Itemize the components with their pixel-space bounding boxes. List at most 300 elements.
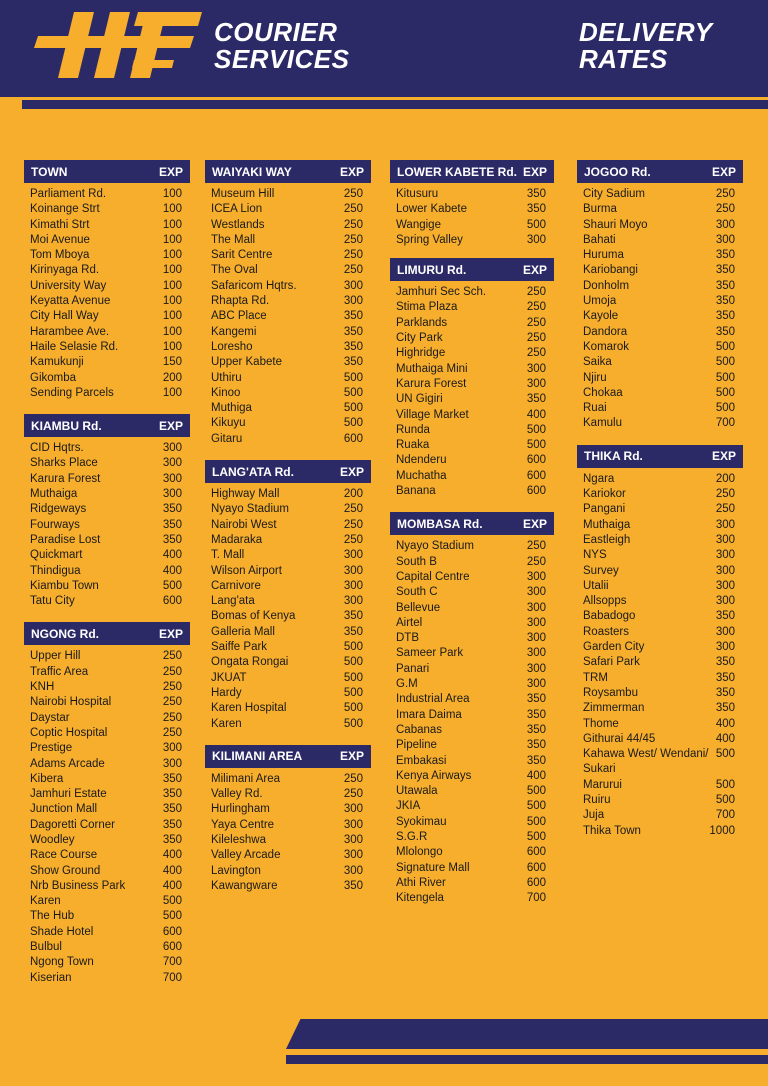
delivery-price: 500 [715,793,735,806]
delivery-price: 350 [526,693,546,706]
delivery-price: 350 [715,310,735,323]
rate-row [390,408,554,423]
delivery-price: 200 [715,472,735,485]
location-name: Highridge [396,347,446,360]
rate-row [205,671,371,686]
delivery-price: 300 [526,362,546,375]
rate-row [577,747,743,762]
location-name: Shauri Moyo [583,218,648,231]
delivery-price: 250 [162,726,182,739]
rate-row [577,248,743,263]
rate-row [24,894,190,909]
location-name: Njiru [583,371,607,384]
location-name: CID Hqtrs. [30,442,84,455]
section-header [205,160,371,183]
location-name: Milimani Area [211,772,281,785]
delivery-price: 350 [715,686,735,699]
delivery-price: 500 [526,785,546,798]
rate-row [577,187,743,202]
location-name: Village Market [396,408,469,421]
rate-row [577,233,743,248]
section-title: NGONG Rd. [31,626,99,641]
location-name: Westlands [211,218,265,231]
footer-bar [286,1019,768,1049]
location-name: Muchatha [396,469,447,482]
delivery-price: 700 [715,809,735,822]
rate-row [577,717,743,732]
delivery-price: 600 [162,595,182,608]
location-name: Sarit Centre [211,249,273,262]
rate-row [24,386,190,401]
location-name: Komarok [583,340,630,353]
location-name: Donholm [583,279,630,292]
rate-row [205,202,371,217]
rate-row [577,263,743,278]
location-name: UN Gigiri [396,393,443,406]
delivery-price: 350 [715,671,735,684]
page-title [579,19,713,73]
delivery-price: 300 [526,233,546,246]
location-name: Mlolongo [396,846,443,859]
location-name: Jamhuri Estate [30,788,107,801]
rate-row [390,187,554,202]
rate-row [24,594,190,609]
rate-row [390,570,554,585]
delivery-price: 350 [162,818,182,831]
rate-row [205,248,371,263]
delivery-price: 500 [715,748,735,761]
delivery-price: 600 [526,861,546,874]
rate-row [205,717,371,732]
delivery-price: 350 [526,754,546,767]
rate-row [24,502,190,517]
location-name: Safaricom Hqtrs. [211,279,297,292]
rate-row [577,793,743,808]
delivery-price: 250 [162,681,182,694]
rate-row [390,539,554,554]
rate-row [390,331,554,346]
rate-row [205,294,371,309]
rate-row [24,263,190,278]
delivery-price: 300 [162,457,182,470]
location-name: Muthaiga Mini [396,362,468,375]
location-name: Utawala [396,785,438,798]
delivery-price: 250 [162,696,182,709]
delivery-price: 300 [715,533,735,546]
rate-row [390,377,554,392]
location-name: Kiserian [30,971,72,984]
location-name: Imara Daima [396,708,462,721]
rate-row [390,646,554,661]
rate-row [577,202,743,217]
location-name: Keyatta Avenue [30,295,111,308]
location-name: Kamukunji [30,356,84,369]
delivery-price: 250 [162,711,182,724]
location-name: T. Mall [211,549,245,562]
location-name: Galleria Mall [211,625,275,638]
delivery-price: 350 [715,295,735,308]
rate-row [205,233,371,248]
rate-row [24,909,190,924]
location-name: Nairobi West [211,518,277,531]
delivery-price: 100 [162,233,182,246]
rate-row [205,263,371,278]
location-name: Valley Rd. [211,788,263,801]
location-name: Ruai [583,402,607,415]
rate-row [577,671,743,686]
rate-row [205,340,371,355]
delivery-price: 100 [162,249,182,262]
delivery-price: 100 [162,203,182,216]
location-name: Nrb Business Park [30,879,126,892]
rate-row [390,830,554,845]
delivery-price: 300 [526,647,546,660]
delivery-price: 300 [715,579,735,592]
delivery-price: 250 [343,188,363,200]
section-title: KILIMANI AREA [212,749,303,764]
section-header [24,160,190,183]
location-name: Kiambu Town [30,579,99,592]
delivery-price: 300 [162,442,182,455]
delivery-price: 250 [526,316,546,329]
rate-row [24,202,190,217]
delivery-price: 100 [162,310,182,323]
location-name: Saiffe Park [211,641,268,654]
delivery-price: 600 [526,485,546,498]
rate-row [205,309,371,324]
location-name: Gitaru [211,432,243,445]
delivery-price: 300 [526,678,546,691]
location-name: Moi Avenue [30,233,90,246]
rate-row [390,815,554,830]
delivery-price: 350 [715,279,735,292]
location-name: Harambee Ave. [30,325,110,338]
delivery-price: 250 [526,347,546,360]
rate-row [390,616,554,631]
location-name: Runda [396,423,430,436]
location-name: Utalii [583,579,609,592]
rate-section [390,258,554,499]
location-name: Museum Hill [211,188,275,200]
rate-row [205,502,371,517]
company-logo [34,12,204,78]
rate-section [24,414,190,609]
location-name: The Mall [211,233,256,246]
rates-column-4 [577,160,743,852]
delivery-price: 350 [526,723,546,736]
location-name: Pipeline [396,739,437,752]
rate-row [24,472,190,487]
rate-row [577,355,743,370]
location-name: Pangani [583,503,626,516]
location-name: Adams Arcade [30,757,105,770]
location-name: Nairobi Hospital [30,696,112,709]
location-name: City Hall Way [30,310,99,323]
delivery-price: 350 [343,340,363,353]
location-name: Shade Hotel [30,925,94,938]
delivery-price: 600 [526,454,546,467]
delivery-price: 500 [343,402,363,415]
delivery-price: 500 [343,717,363,730]
rate-row [577,487,743,502]
rate-row [205,833,371,848]
location-name: Banana [396,485,436,498]
rate-row [24,695,190,710]
location-name: Sukari [583,763,616,776]
rate-row [390,218,554,233]
section-header [24,622,190,645]
location-name: Lavington [211,864,261,877]
rate-row [205,772,371,787]
delivery-price: 600 [526,469,546,482]
brand-name [214,19,350,73]
delivery-price: 350 [343,625,363,638]
rate-row [390,754,554,769]
rate-row [205,416,371,431]
rate-section [390,512,554,906]
delivery-price: 100 [162,340,182,353]
rate-row [24,340,190,355]
location-name: Tom Mboya [30,249,90,262]
location-name: Industrial Area [396,693,470,706]
location-name: Kariobangi [583,264,638,277]
delivery-price: 500 [343,671,363,684]
rate-row [205,787,371,802]
location-name: Ngara [583,472,615,485]
rate-row [24,649,190,664]
location-name: Parliament Rd. [30,188,107,200]
delivery-price: 300 [343,295,363,308]
delivery-price: 200 [343,488,363,501]
rate-row [205,279,371,294]
delivery-price: 250 [343,203,363,216]
location-name: Huruma [583,249,624,262]
rate-row [24,940,190,955]
location-name: Show Ground [30,864,101,877]
location-name: Carnivore [211,579,261,592]
delivery-price: 350 [343,610,363,623]
location-name: Lang'ata [211,595,255,608]
rate-row [205,487,371,502]
delivery-price: 100 [162,386,182,399]
delivery-price: 300 [715,218,735,231]
location-name: Ongata Rongai [211,656,289,669]
rate-row [390,861,554,876]
location-name: Panari [396,662,430,675]
delivery-price: 400 [526,408,546,421]
exp-column-label: EXP [711,164,736,179]
delivery-price: 350 [526,188,546,200]
delivery-price: 500 [343,386,363,399]
rate-row [577,548,743,563]
location-name: Kileleshwa [211,833,266,846]
rate-row [390,300,554,315]
delivery-price: 250 [715,503,735,516]
delivery-price: 250 [343,249,363,262]
delivery-price: 350 [715,325,735,338]
exp-column-label: EXP [158,164,183,179]
rate-row [577,472,743,487]
delivery-price: 300 [343,864,363,877]
header-stripe [22,100,768,109]
rate-row [24,787,190,802]
location-name: Ruiru [583,793,611,806]
delivery-price: 300 [715,564,735,577]
delivery-price: 350 [715,610,735,623]
section-header [577,160,743,183]
delivery-price: 400 [162,849,182,862]
delivery-price: 300 [526,616,546,629]
delivery-price: 350 [162,518,182,531]
delivery-price: 250 [715,488,735,501]
delivery-price: 500 [715,778,735,791]
rate-row [205,802,371,817]
rate-row [205,401,371,416]
rate-row [390,202,554,217]
location-name: NYS [583,549,607,562]
rate-section [205,160,371,447]
section-header [390,160,554,183]
location-name: Tatu City [30,595,75,608]
location-name: Kenya Airways [396,769,472,782]
location-name: Burma [583,203,617,216]
location-name: Kirinyaga Rd. [30,264,100,277]
location-name: Capital Centre [396,570,470,583]
location-name: Karura Forest [396,377,467,390]
delivery-price: 250 [343,503,363,516]
rate-row [24,564,190,579]
delivery-price: 100 [162,295,182,308]
delivery-price: 500 [343,641,363,654]
rate-row [205,355,371,370]
delivery-price: 250 [526,555,546,568]
rate-row [24,833,190,848]
delivery-price: 300 [526,377,546,390]
delivery-price: 500 [162,910,182,923]
delivery-price: 400 [526,769,546,782]
rate-row [205,864,371,879]
title-line-1: DELIVERY [579,17,713,47]
rate-row [24,665,190,680]
location-name: Wilson Airport [211,564,282,577]
delivery-price: 300 [343,849,363,862]
rate-row [205,325,371,340]
location-name: South C [396,586,438,599]
exp-column-label: EXP [339,464,364,479]
rate-row [577,609,743,624]
location-name: Kitusuru [396,188,439,200]
delivery-price: 400 [715,717,735,730]
location-name: Kayole [583,310,619,323]
delivery-price: 350 [526,708,546,721]
delivery-price: 350 [343,879,363,892]
location-name: Race Course [30,849,98,862]
rate-row [390,662,554,677]
section-title: TOWN [31,164,68,179]
location-name: Dandora [583,325,628,338]
delivery-price: 600 [343,432,363,445]
delivery-price: 300 [526,662,546,675]
location-name: The Hub [30,910,75,923]
location-name: S.G.R [396,830,428,843]
delivery-price: 350 [715,656,735,669]
delivery-price: 300 [526,586,546,599]
rate-row [577,340,743,355]
rate-row [577,732,743,747]
delivery-price: 400 [162,564,182,577]
rate-row [24,925,190,940]
rate-row [577,625,743,640]
delivery-price: 400 [162,879,182,892]
rate-row [24,233,190,248]
rate-row [390,723,554,738]
delivery-price: 300 [343,595,363,608]
brand-line-2: SERVICES [214,44,350,74]
location-name: Zimmerman [583,702,645,715]
location-name: Rhapta Rd. [211,295,270,308]
rate-row [205,518,371,533]
location-name: Eastleigh [583,533,631,546]
exp-column-label: EXP [711,449,736,464]
location-name: Prestige [30,742,73,755]
rate-row [24,955,190,970]
rate-row [390,438,554,453]
location-name: Kinoo [211,386,241,399]
location-name: Uthiru [211,371,242,384]
location-name: Kamulu [583,417,622,430]
rate-row [390,738,554,753]
delivery-price: 700 [162,971,182,984]
location-name: Upper Kabete [211,356,282,369]
location-name: Sharks Place [30,457,98,470]
location-name: Traffic Area [30,665,89,678]
delivery-price: 100 [162,264,182,277]
rate-row [24,711,190,726]
rate-row [577,518,743,533]
rate-row [205,533,371,548]
location-name: Bulbul [30,941,62,954]
location-name: Woodley [30,833,75,846]
delivery-price: 300 [343,549,363,562]
location-name: Kawangware [211,879,278,892]
rate-row [205,701,371,716]
delivery-price: 250 [343,772,363,785]
delivery-price: 500 [162,579,182,592]
rate-row [390,845,554,860]
location-name: Roysambu [583,686,638,699]
section-title: LANG'ATA Rd. [212,464,294,479]
rate-row [205,879,371,894]
delivery-price: 250 [715,188,735,200]
delivery-price: 350 [715,249,735,262]
location-name: Parklands [396,316,448,329]
delivery-price: 500 [343,417,363,430]
delivery-price: 300 [715,625,735,638]
location-name: The Oval [211,264,258,277]
location-name: Coptic Hospital [30,726,108,739]
location-name: Lower Kabete [396,203,467,216]
location-name: Bomas of Kenya [211,610,296,623]
rate-row [577,309,743,324]
rate-row [390,708,554,723]
delivery-price: 250 [343,533,363,546]
rate-row [24,355,190,370]
section-header [390,512,554,535]
rate-row [24,248,190,263]
rate-row [24,864,190,879]
exp-column-label: EXP [339,164,364,179]
delivery-price: 350 [526,393,546,406]
